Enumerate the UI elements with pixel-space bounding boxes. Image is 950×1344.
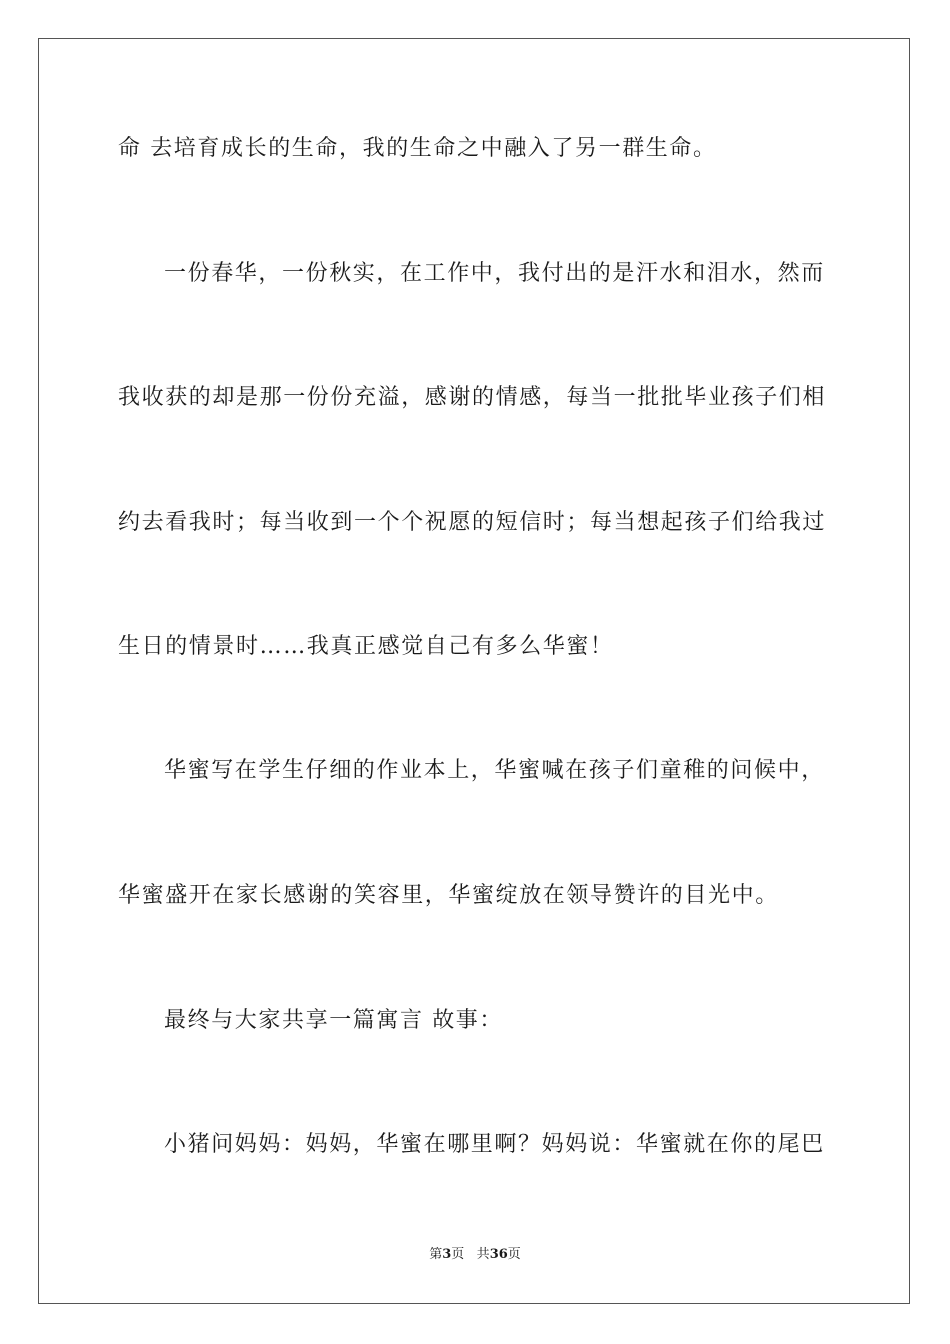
page-footer — [0, 1246, 950, 1264]
body-line-5: 生日的情景时……我真正感觉自己有多么华蜜！ — [118, 634, 614, 659]
footer-total-prefix: 共 — [476, 1247, 490, 1262]
footer-page-number: 3 — [442, 1247, 452, 1262]
body-line-3: 我收获的却是那一份份充溢，感谢的情感，每当一批批毕业孩子们相 — [118, 385, 827, 410]
body-line-4: 约去看我时；每当收到一个个祝愿的短信时；每当想起孩子们给我过 — [118, 510, 827, 535]
body-line-2: 一份春华，一份秋实，在工作中，我付出的是汗水和泪水，然而 — [164, 261, 825, 286]
footer-total-suffix: 页 — [507, 1247, 521, 1262]
body-line-7: 华蜜盛开在家长感谢的笑容里，华蜜绽放在领导赞许的目光中。 — [118, 883, 779, 908]
body-line-8: 最终与大家共享一篇寓言 故事： — [164, 1008, 503, 1033]
body-line-9: 小猪问妈妈：妈妈，华蜜在哪里啊？妈妈说：华蜜就在你的尾巴 — [164, 1132, 825, 1157]
page-border — [38, 38, 910, 1304]
body-line-6: 华蜜写在学生仔细的作业本上，华蜜喊在孩子们童稚的问候中， — [164, 758, 825, 783]
footer-page-suffix: 页 — [451, 1247, 465, 1262]
footer-page-prefix: 第 — [429, 1247, 443, 1262]
body-line-1: 命 去培育成长的生命，我的生命之中融入了另一群生命。 — [118, 136, 717, 161]
footer-total-pages: 36 — [489, 1247, 508, 1262]
